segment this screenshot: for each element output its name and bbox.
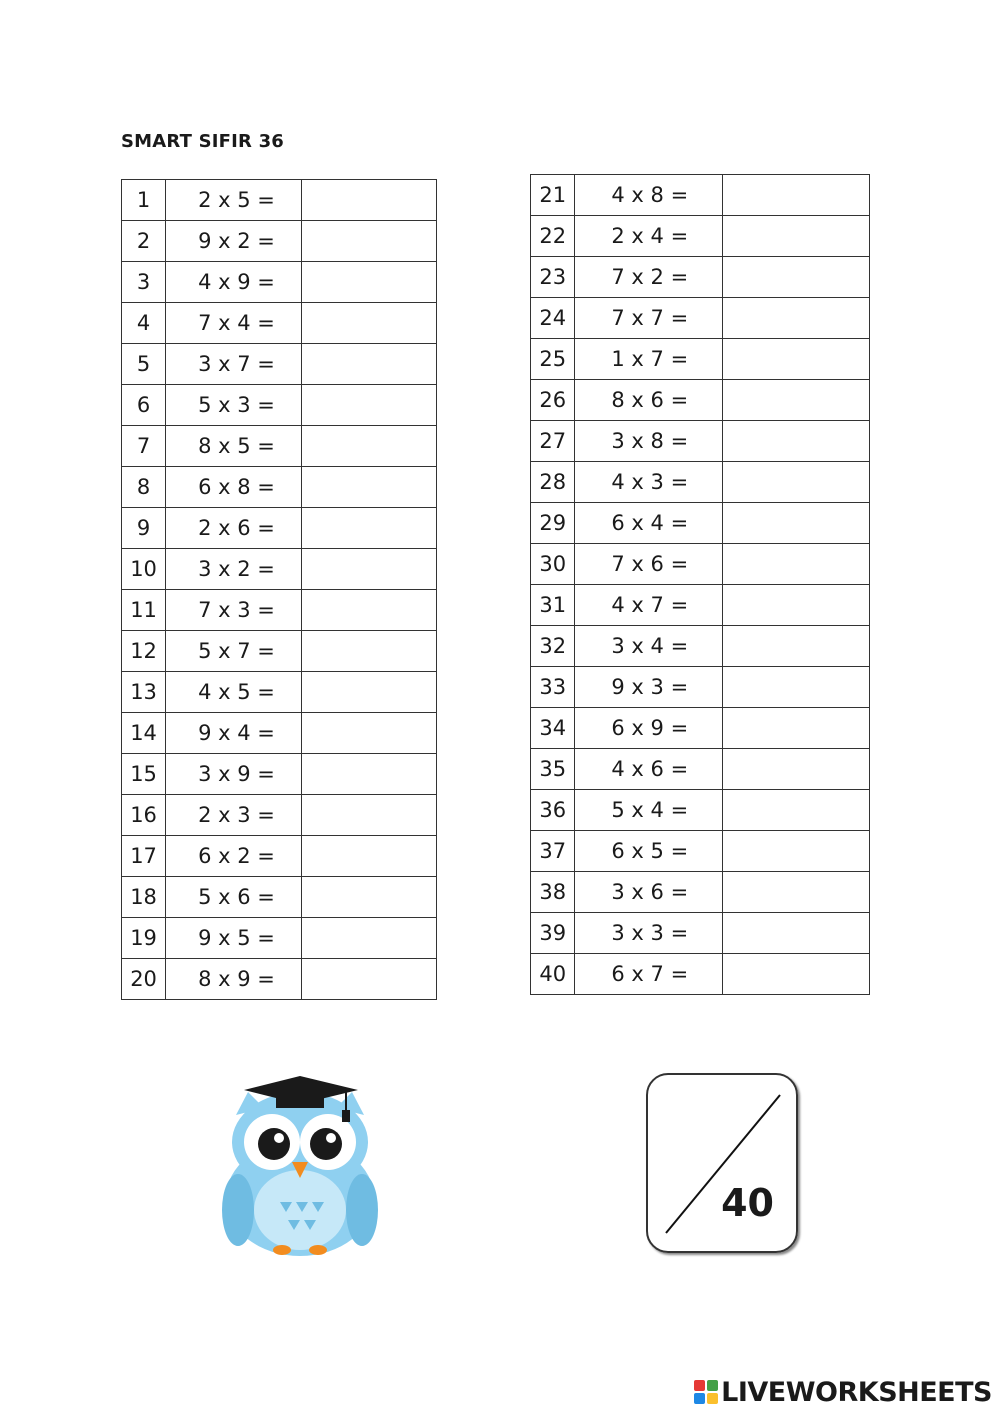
question-number: 18 bbox=[122, 877, 166, 918]
answer-cell[interactable] bbox=[722, 667, 869, 708]
question-equation: 4 x 9 = bbox=[166, 262, 301, 303]
question-equation: 2 x 5 = bbox=[166, 180, 301, 221]
answer-cell[interactable] bbox=[301, 590, 436, 631]
table-row bbox=[531, 872, 870, 913]
worksheet-title: SMART SIFIR 36 bbox=[121, 131, 285, 152]
score-slash bbox=[648, 1075, 798, 1253]
answer-cell[interactable] bbox=[301, 303, 436, 344]
answer-cell[interactable] bbox=[301, 262, 436, 303]
question-equation: 4 x 8 = bbox=[575, 175, 722, 216]
question-equation: 9 x 3 = bbox=[575, 667, 722, 708]
owl-graduate-icon bbox=[218, 1070, 383, 1260]
question-number: 23 bbox=[531, 257, 575, 298]
brand-text: LIVEWORKSHEETS bbox=[721, 1376, 992, 1408]
question-number: 6 bbox=[122, 385, 166, 426]
answer-cell[interactable] bbox=[722, 831, 869, 872]
question-number: 25 bbox=[531, 339, 575, 380]
question-equation: 3 x 3 = bbox=[575, 913, 722, 954]
question-number: 33 bbox=[531, 667, 575, 708]
answer-cell[interactable] bbox=[722, 913, 869, 954]
answer-cell[interactable] bbox=[722, 175, 869, 216]
table-row bbox=[122, 303, 437, 344]
answer-cell[interactable] bbox=[722, 380, 869, 421]
table-row bbox=[122, 262, 437, 303]
score-total: 40 bbox=[721, 1181, 774, 1225]
answer-cell[interactable] bbox=[301, 754, 436, 795]
table-row bbox=[122, 590, 437, 631]
table-row bbox=[122, 426, 437, 467]
answer-cell[interactable] bbox=[301, 508, 436, 549]
liveworksheets-logo-icon bbox=[694, 1380, 718, 1404]
question-number: 31 bbox=[531, 585, 575, 626]
answer-cell[interactable] bbox=[722, 462, 869, 503]
answer-cell[interactable] bbox=[301, 959, 436, 1000]
question-number: 17 bbox=[122, 836, 166, 877]
question-number: 19 bbox=[122, 918, 166, 959]
question-equation: 6 x 7 = bbox=[575, 954, 722, 995]
question-number: 8 bbox=[122, 467, 166, 508]
answer-cell[interactable] bbox=[301, 918, 436, 959]
question-equation: 3 x 8 = bbox=[575, 421, 722, 462]
question-number: 24 bbox=[531, 298, 575, 339]
answer-cell[interactable] bbox=[722, 585, 869, 626]
question-equation: 4 x 5 = bbox=[166, 672, 301, 713]
question-number: 21 bbox=[531, 175, 575, 216]
answer-cell[interactable] bbox=[301, 180, 436, 221]
table-row bbox=[531, 913, 870, 954]
table-row bbox=[122, 508, 437, 549]
table-row bbox=[531, 175, 870, 216]
answer-cell[interactable] bbox=[301, 672, 436, 713]
question-number: 7 bbox=[122, 426, 166, 467]
table-row bbox=[122, 180, 437, 221]
table-row bbox=[531, 585, 870, 626]
answer-cell[interactable] bbox=[722, 954, 869, 995]
table-row bbox=[531, 216, 870, 257]
question-number: 16 bbox=[122, 795, 166, 836]
question-number: 22 bbox=[531, 216, 575, 257]
question-number: 15 bbox=[122, 754, 166, 795]
table-row bbox=[531, 667, 870, 708]
answer-cell[interactable] bbox=[301, 877, 436, 918]
answer-cell[interactable] bbox=[301, 221, 436, 262]
table-row bbox=[122, 344, 437, 385]
question-equation: 4 x 3 = bbox=[575, 462, 722, 503]
answer-cell[interactable] bbox=[722, 708, 869, 749]
question-equation: 5 x 7 = bbox=[166, 631, 301, 672]
question-number: 14 bbox=[122, 713, 166, 754]
answer-cell[interactable] bbox=[301, 795, 436, 836]
question-equation: 5 x 6 = bbox=[166, 877, 301, 918]
table-row bbox=[122, 672, 437, 713]
answer-cell[interactable] bbox=[722, 216, 869, 257]
question-equation: 4 x 7 = bbox=[575, 585, 722, 626]
question-equation: 8 x 5 = bbox=[166, 426, 301, 467]
table-row bbox=[531, 380, 870, 421]
question-number: 36 bbox=[531, 790, 575, 831]
answer-cell[interactable] bbox=[722, 298, 869, 339]
question-number: 28 bbox=[531, 462, 575, 503]
table-row bbox=[122, 467, 437, 508]
answer-cell[interactable] bbox=[301, 344, 436, 385]
answer-cell[interactable] bbox=[301, 713, 436, 754]
question-equation: 7 x 4 = bbox=[166, 303, 301, 344]
table-row bbox=[122, 713, 437, 754]
table-row bbox=[122, 385, 437, 426]
question-equation: 9 x 4 = bbox=[166, 713, 301, 754]
question-equation: 7 x 7 = bbox=[575, 298, 722, 339]
question-number: 11 bbox=[122, 590, 166, 631]
question-number: 1 bbox=[122, 180, 166, 221]
table-row bbox=[122, 959, 437, 1000]
answer-cell[interactable] bbox=[722, 872, 869, 913]
table-row bbox=[531, 421, 870, 462]
question-equation: 6 x 9 = bbox=[575, 708, 722, 749]
question-number: 32 bbox=[531, 626, 575, 667]
question-equation: 7 x 3 = bbox=[166, 590, 301, 631]
question-equation: 3 x 4 = bbox=[575, 626, 722, 667]
question-number: 9 bbox=[122, 508, 166, 549]
question-number: 26 bbox=[531, 380, 575, 421]
question-number: 29 bbox=[531, 503, 575, 544]
questions-table-left bbox=[121, 179, 437, 1000]
answer-cell[interactable] bbox=[301, 385, 436, 426]
answer-cell[interactable] bbox=[301, 467, 436, 508]
score-box bbox=[646, 1073, 798, 1253]
question-number: 12 bbox=[122, 631, 166, 672]
question-equation: 7 x 6 = bbox=[575, 544, 722, 585]
question-number: 34 bbox=[531, 708, 575, 749]
question-equation: 2 x 4 = bbox=[575, 216, 722, 257]
table-row bbox=[531, 790, 870, 831]
answer-cell[interactable] bbox=[722, 339, 869, 380]
question-number: 30 bbox=[531, 544, 575, 585]
table-row bbox=[122, 918, 437, 959]
question-number: 35 bbox=[531, 749, 575, 790]
question-equation: 2 x 6 = bbox=[166, 508, 301, 549]
table-row bbox=[531, 462, 870, 503]
question-equation: 3 x 2 = bbox=[166, 549, 301, 590]
table-row bbox=[122, 221, 437, 262]
table-row bbox=[122, 754, 437, 795]
table-row bbox=[531, 708, 870, 749]
question-number: 10 bbox=[122, 549, 166, 590]
table-row bbox=[531, 339, 870, 380]
answer-cell[interactable] bbox=[722, 790, 869, 831]
answer-cell[interactable] bbox=[301, 549, 436, 590]
question-equation: 6 x 8 = bbox=[166, 467, 301, 508]
question-number: 3 bbox=[122, 262, 166, 303]
question-equation: 5 x 4 = bbox=[575, 790, 722, 831]
question-equation: 6 x 5 = bbox=[575, 831, 722, 872]
question-number: 39 bbox=[531, 913, 575, 954]
table-row bbox=[531, 503, 870, 544]
table-row bbox=[531, 831, 870, 872]
question-equation: 2 x 3 = bbox=[166, 795, 301, 836]
table-row bbox=[122, 836, 437, 877]
answer-cell[interactable] bbox=[722, 421, 869, 462]
table-row bbox=[531, 626, 870, 667]
question-number: 27 bbox=[531, 421, 575, 462]
table-row bbox=[531, 257, 870, 298]
table-row bbox=[122, 631, 437, 672]
question-number: 2 bbox=[122, 221, 166, 262]
question-number: 40 bbox=[531, 954, 575, 995]
table-row bbox=[531, 749, 870, 790]
question-equation: 5 x 3 = bbox=[166, 385, 301, 426]
answer-cell[interactable] bbox=[722, 544, 869, 585]
brand-logo bbox=[694, 1377, 992, 1407]
question-equation: 9 x 2 = bbox=[166, 221, 301, 262]
question-equation: 6 x 2 = bbox=[166, 836, 301, 877]
question-number: 20 bbox=[122, 959, 166, 1000]
table-row bbox=[531, 954, 870, 995]
question-equation: 3 x 7 = bbox=[166, 344, 301, 385]
question-number: 13 bbox=[122, 672, 166, 713]
question-equation: 3 x 6 = bbox=[575, 872, 722, 913]
question-equation: 9 x 5 = bbox=[166, 918, 301, 959]
question-equation: 1 x 7 = bbox=[575, 339, 722, 380]
answer-cell[interactable] bbox=[301, 426, 436, 467]
answer-cell[interactable] bbox=[301, 836, 436, 877]
question-equation: 6 x 4 = bbox=[575, 503, 722, 544]
question-equation: 8 x 6 = bbox=[575, 380, 722, 421]
table-row bbox=[531, 544, 870, 585]
answer-cell[interactable] bbox=[722, 626, 869, 667]
answer-cell[interactable] bbox=[301, 631, 436, 672]
table-row bbox=[122, 549, 437, 590]
question-equation: 7 x 2 = bbox=[575, 257, 722, 298]
question-equation: 3 x 9 = bbox=[166, 754, 301, 795]
question-number: 4 bbox=[122, 303, 166, 344]
table-row bbox=[122, 795, 437, 836]
question-equation: 4 x 6 = bbox=[575, 749, 722, 790]
table-row bbox=[122, 877, 437, 918]
questions-table-right bbox=[530, 174, 870, 995]
question-equation: 8 x 9 = bbox=[166, 959, 301, 1000]
answer-cell[interactable] bbox=[722, 503, 869, 544]
question-number: 38 bbox=[531, 872, 575, 913]
question-number: 37 bbox=[531, 831, 575, 872]
answer-cell[interactable] bbox=[722, 749, 869, 790]
question-number: 5 bbox=[122, 344, 166, 385]
table-row bbox=[531, 298, 870, 339]
answer-cell[interactable] bbox=[722, 257, 869, 298]
